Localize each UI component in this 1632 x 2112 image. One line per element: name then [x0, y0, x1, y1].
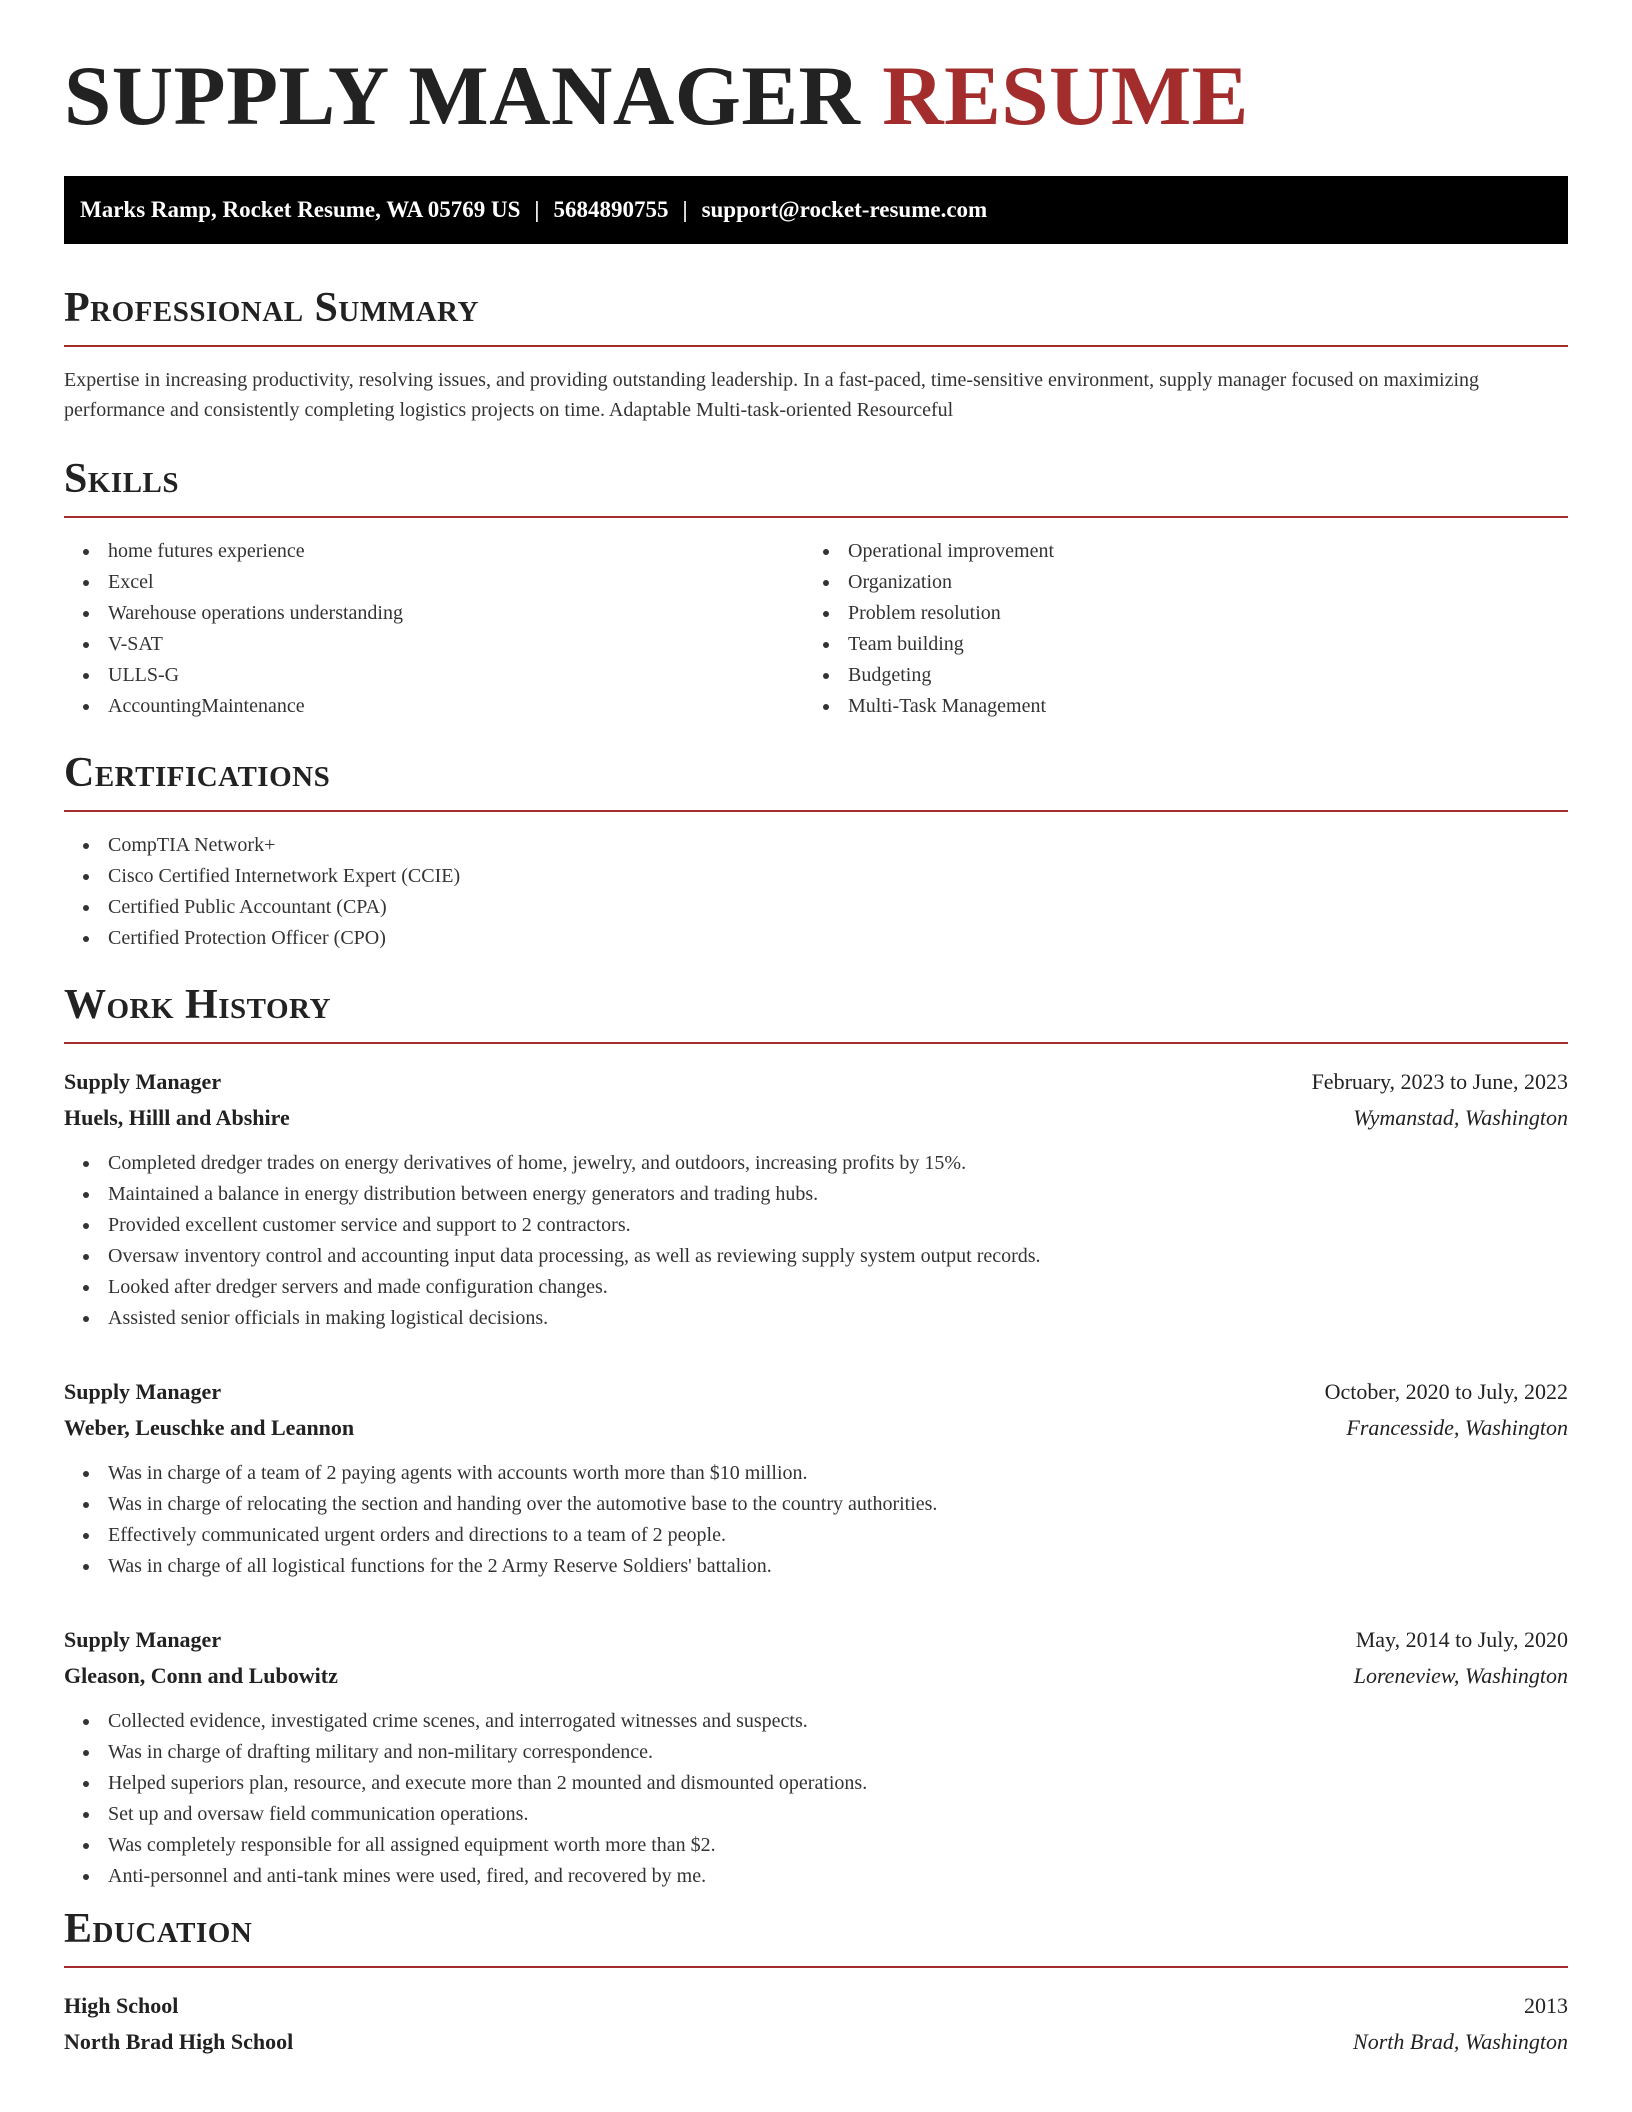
job-duties	[64, 1148, 1568, 1334]
education-location: North Brad, Washington	[1353, 2029, 1568, 2054]
certifications-section	[64, 752, 1568, 954]
skill-item: Warehouse operations understanding	[64, 598, 804, 629]
job-location: Loreneview, Washington	[1353, 1663, 1568, 1688]
skills-columns	[64, 518, 1568, 722]
skills-list-right	[804, 536, 1544, 722]
contact-address: Marks Ramp, Rocket Resume, WA 05769 US	[80, 197, 521, 222]
job-duty: Anti-personnel and anti-tank mines were used, fired, and recovered by me.	[64, 1861, 1568, 1892]
summary-heading: Professional Summary	[64, 287, 1568, 347]
work-history-heading: Work History	[64, 984, 1568, 1044]
education-heading: Education	[64, 1908, 1568, 1968]
education-entry	[64, 1988, 1568, 2060]
job-duty: Effectively communicated urgent orders and directions to a team of 2 people.	[64, 1520, 1568, 1551]
job-company: Huels, Hilll and Abshire	[64, 1105, 290, 1130]
job-duty: Was in charge of relocating the section and handing over the automotive base to the country authorities.	[64, 1489, 1568, 1520]
resume-title	[64, 49, 1249, 143]
skill-item: Multi-Task Management	[804, 691, 1544, 722]
skill-item: Problem resolution	[804, 598, 1544, 629]
job-dates: October, 2020 to July, 2022	[1324, 1379, 1568, 1404]
job-company: Weber, Leuschke and Leannon	[64, 1415, 355, 1440]
job-duty: Helped superiors plan, resource, and execute more than 2 mounted and dismounted operations.	[64, 1768, 1568, 1799]
education-degree: High School	[64, 1993, 179, 2018]
job-duty: Set up and oversaw field communication operations.	[64, 1799, 1568, 1830]
skills-section	[64, 458, 1568, 722]
skill-item: Excel	[64, 567, 804, 598]
job-duty: Was completely responsible for all assigned equipment worth more than $2.	[64, 1830, 1568, 1861]
job-location: Francesside, Washington	[1346, 1415, 1568, 1440]
education-section	[64, 1908, 1568, 2060]
certifications-heading: Certifications	[64, 752, 1568, 812]
job-duty: Maintained a balance in energy distribution between energy generators and trading hubs.	[64, 1179, 1568, 1210]
skill-item: home futures experience	[64, 536, 804, 567]
job-entry	[64, 1064, 1568, 1334]
contact-phone[interactable]: 5684890755	[553, 197, 669, 222]
skills-heading: Skills	[64, 458, 1568, 518]
job-entry	[64, 1622, 1568, 1892]
job-title: Supply Manager	[64, 1627, 222, 1652]
job-duty: Collected evidence, investigated crime scenes, and interrogated witnesses and suspects.	[64, 1706, 1568, 1737]
summary-section	[64, 287, 1568, 425]
job-duty: Provided excellent customer service and support to 2 contractors.	[64, 1210, 1568, 1241]
skill-item: Team building	[804, 629, 1544, 660]
contact-email[interactable]: support@rocket-resume.com	[701, 197, 988, 222]
job-title: Supply Manager	[64, 1379, 222, 1404]
skill-item: Operational improvement	[804, 536, 1544, 567]
job-duty: Was in charge of drafting military and non-military correspondence.	[64, 1737, 1568, 1768]
certification-item: Certified Public Accountant (CPA)	[64, 892, 1568, 923]
job-duties	[64, 1706, 1568, 1892]
certifications-list	[64, 830, 1568, 954]
skills-list-left	[64, 536, 804, 722]
job-title: Supply Manager	[64, 1069, 222, 1094]
contact-separator: |	[682, 197, 688, 222]
resume-title-accent: RESUME	[882, 49, 1249, 143]
job-duties	[64, 1458, 1568, 1582]
resume-title-main: SUPPLY MANAGER	[64, 49, 861, 143]
job-duty: Completed dredger trades on energy derivatives of home, jewelry, and outdoors, increasing profits by 15%.	[64, 1148, 1568, 1179]
certification-item: Cisco Certified Internetwork Expert (CCIE)	[64, 861, 1568, 892]
job-duty: Oversaw inventory control and accounting input data processing, as well as reviewing supply system output records.	[64, 1241, 1568, 1272]
skill-item: V-SAT	[64, 629, 804, 660]
education-school: North Brad High School	[64, 2029, 294, 2054]
job-duty: Was in charge of a team of 2 paying agents with accounts worth more than $10 million.	[64, 1458, 1568, 1489]
job-duty: Looked after dredger servers and made configuration changes.	[64, 1272, 1568, 1303]
job-duty: Assisted senior officials in making logistical decisions.	[64, 1303, 1568, 1334]
job-duty: Was in charge of all logistical functions for the 2 Army Reserve Soldiers' battalion.	[64, 1551, 1568, 1582]
certification-item: CompTIA Network+	[64, 830, 1568, 861]
job-dates: February, 2023 to June, 2023	[1311, 1069, 1568, 1094]
skill-item: AccountingMaintenance	[64, 691, 804, 722]
job-dates: May, 2014 to July, 2020	[1355, 1627, 1568, 1652]
contact-separator: |	[534, 197, 540, 222]
work-history-section	[64, 984, 1568, 1892]
education-year: 2013	[1524, 1993, 1568, 2018]
job-location: Wymanstad, Washington	[1353, 1105, 1568, 1130]
skill-item: ULLS-G	[64, 660, 804, 691]
skill-item: Budgeting	[804, 660, 1544, 691]
summary-text: Expertise in increasing productivity, resolving issues, and providing outstanding leadership. In a fast-paced, time-sensitive environment, supply manager focused on maximizing performance and consistently completing logistics projects on time. Adaptable Multi-task-oriented Resourceful	[64, 369, 1480, 421]
skill-item: Organization	[804, 567, 1544, 598]
job-entry	[64, 1374, 1568, 1582]
job-company: Gleason, Conn and Lubowitz	[64, 1663, 338, 1688]
certification-item: Certified Protection Officer (CPO)	[64, 923, 1568, 954]
contact-bar	[64, 176, 1568, 244]
